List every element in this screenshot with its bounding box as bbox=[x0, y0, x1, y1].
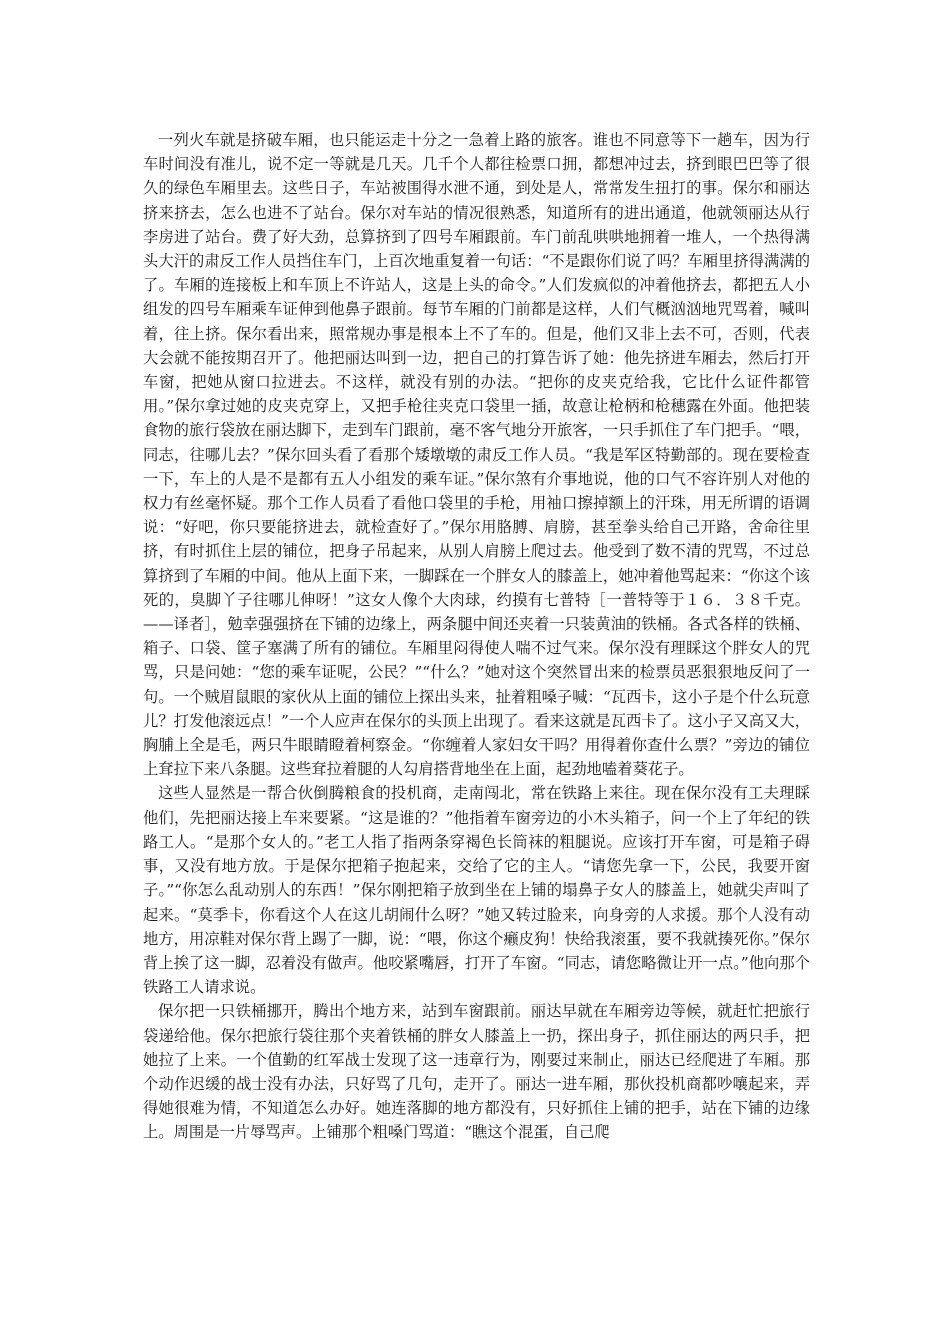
paragraph-3: 保尔把一只铁桶挪开，腾出个地方来，站到车窗跟前。丽达早就在车厢旁边等候，就赶忙把旅行袋递给他。保尔把旅行袋往那个夹着铁桶的胖女人膝盖上一扔，探出身子，抓住丽达的两只手，把她拉了上来。一个值勤的红军战士发现了这一违章行为，刚要过来制止，丽达已经爬进了车厢。那个动作迟缓的战士没有办法，只好骂了几句，走开了。丽达一进车厢，那伙投机商都吵嚷起来，弄得她很难为情，不知道怎么办好。她连落脚的地方都没有，只好抓住上铺的把手，站在下铺的边缘上。周围是一片辱骂声。上铺那个粗嗓门骂道：“瞧这个混蛋，自己爬 bbox=[143, 1002, 810, 1142]
paragraph-1: 一列火车就是挤破车厢，也只能运走十分之一急着上路的旅客。谁也不同意等下一趟车，因为行车时间没有准儿，说不定一等就是几天。几千个人都往检票口拥，都想冲过去，挤到眼巴巴等了很久的绿色车厢里去。这些日子，车站被围得水泄不通，到处是人，常常发生扭打的事。保尔和丽达挤来挤去，怎么也进不了站台。保尔对车站的情况很熟悉，知道所有的进出通道，他就领丽达从行李房进了站台。费了好大劲，总算挤到了四号车厢跟前。车门前乱哄哄地拥着一堆人，一个热得满头大汗的肃反工作人员挡住车门，上百次地重复着一句话：“不是跟你们说了吗？车厢里挤得满满的了。车厢的连接板上和车顶上不许站人，这是上头的命令。”人们发疯似的冲着他挤去，都把五人小组发的四号车厢乘车证伸到他鼻子跟前。每节车厢的门前都是这样，人们气概汹汹地咒骂着，喊叫着，往上挤。保尔看出来，照常规办事是根本上不了车的。但是，他们又非上去不可，否则，代表大会就不能按期召开了。他把丽达叫到一边，把自己的打算告诉了她：他先挤进车厢去，然后打开车窗，把她从窗口拉进去。不这样，就没有别的办法。“把你的皮夹克给我，它比什么证件都管用。”保尔拿过她的皮夹克穿上，又把手枪往夹克口袋里一插，故意让枪柄和枪穗露在外面。他把装食物的旅行袋放在丽达脚下，走到车门跟前，毫不客气地分开旅客，一只手抓住了车门把手。“喂，同志，往哪儿去？”保尔回头看了看那个矮墩墩的肃反工作人员。“我是军区特勤部的。现在要检查一下，车上的人是不是都有五人小组发的乘车证。”保尔煞有介事地说，他的口气不容许别人对他的权力有丝毫怀疑。那个工作人员看了看他口袋里的手枪，用袖口擦掉额上的汗珠，用无所谓的语调说：“好吧，你只要能挤进去，就检查好了。”保尔用胳膊、肩膀，甚至拳头给自己开路，舍命往里挤，有时抓住上层的铺位，把身子吊起来，从别人肩膀上爬过去。他受到了数不清的咒骂，不过总算挤到了车厢的中间。他从上面下来，一脚踩在一个胖女人的膝盖上，她冲着他骂起来：“你这个该死的，臭脚丫子往哪儿伸呀！”这女人像个大肉球，约摸有七普特［一普特等于１６．３８千克。——译者］，勉幸强强挤在下铺的边缘上，两条腿中间还夹着一只装黄油的铁桶。各式各样的铁桶、箱子、口袋、筐子塞满了所有的铺位。车厢里闷得使人喘不过气来。保尔没有理睬这个胖女人的咒骂，只是问她：“您的乘车证呢，公民？”“什么？”她对这个突然冒出来的检票员恶狠狠地反问了一句。一个贼眉鼠眼的家伙从上面的铺位上探出头来，扯着粗嗓子喊：“瓦西卡，这小子是个什么玩意儿？打发他滚远点！”一个人应声在保尔的头顶上出现了。看来这就是瓦西卡了。这小子又高又大，胸脯上全是毛，两只牛眼睛瞪着柯察金。“你缠着人家妇女干吗？用得着你查什么票？”旁边的铺位上耷拉下来八条腿。这些耷拉着腿的人勾肩搭背地坐在上面，起劲地嗑着葵花子。 bbox=[143, 131, 810, 779]
paragraph-2: 这些人显然是一帮合伙倒腾粮食的投机商，走南闯北，常在铁路上来往。现在保尔没有工夫理睬他们，先把丽达接上车来要紧。“这是谁的？”他指着车窗旁边的小木头箱子，问一个上了年纪的铁路工人。“是那个女人的。”老工人指了指两条穿褐色长筒袜的粗腿说。应该打开车窗，可是箱子碍事，又没有地方放。于是保尔把箱子抱起来，交给了它的主人。“请您先拿一下，公民，我要开窗子。”“你怎么乱动别人的东西！”保尔刚把箱子放到坐在上铺的塌鼻子女人的膝盖上，她就尖声叫了起来。“莫季卡，你看这个人在这儿胡闹什么呀？”她又转过脸来，向身旁的人求援。那个人没有动地方，用凉鞋对保尔背上踢了一脚，说：“喂，你这个癞皮狗！快给我滚蛋，要不我就揍死你。”保尔背上挨了这一脚，忍着没有做声。他咬紧嘴唇，打开了车窗。“同志，请您略微让开一点。”他向那个铁路工人请求说。 bbox=[143, 784, 810, 997]
